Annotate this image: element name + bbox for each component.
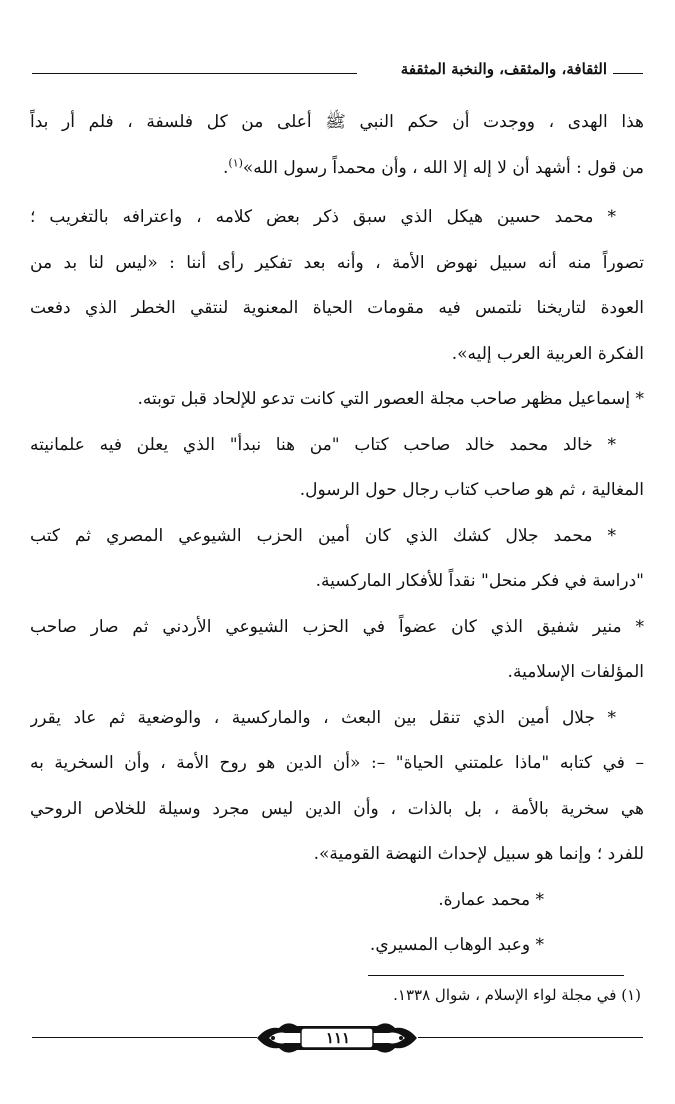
page-number: ١١١	[325, 1029, 351, 1047]
page-number-ornament	[32, 1020, 643, 1056]
footnote-rule	[368, 975, 624, 976]
text-line: * جلال أمين الذي تنقل بين البعث ، والماركسية ، والوضعية ثم عاد يقرر	[30, 707, 616, 728]
text-line-end: .	[222, 157, 229, 178]
text-line: * إسماعيل مظهر صاحب مجلة العصور التي كانت تدعو للإلحاد قبل توبته.	[137, 389, 644, 409]
header-rule-right	[613, 73, 643, 74]
text-line: – في كتابه "ماذا علمتني الحياة" –: «أن الدين هو روح الأمة ، وأن السخرية به	[30, 753, 644, 773]
header-rule-left	[32, 73, 357, 74]
footnote-reference: (١)	[228, 155, 243, 169]
text-line: العودة لتاريخنا نلتمس فيه مقومات الحياة المعنوية لنتقي الخطر الذي دفعت	[30, 298, 644, 318]
text-line-content: من قول : أشهد أن لا إله إلا الله ، وأن محمداً رسول الله»	[242, 157, 644, 178]
text-line: هذا الهدى ، ووجدت أن حكم النبي ﷺ أعلى من كل فلسفة ، فلم أر بداً	[30, 112, 644, 132]
text-line: المؤلفات الإسلامية.	[507, 662, 644, 682]
text-line: المغالية ، ثم هو صاحب كتاب رجال حول الرسول.	[299, 480, 644, 500]
text-line	[30, 146, 644, 192]
body-text	[30, 100, 644, 969]
footnote: (١) في مجلة لواء الإسلام ، شوال ١٣٣٨.	[393, 986, 641, 1004]
text-line: * محمد عمارة.	[438, 889, 544, 910]
text-line: "دراسة في فكر منحل" نقداً للأفكار الماركسية.	[315, 571, 644, 591]
text-line: للفرد ؛ وإنما هو سبيل لإحداث النهضة القومية».	[313, 844, 644, 864]
text-line: تصوراً منه أنه سبيل نهوض الأمة ، وأنه بعد تفكير رأى أننا : «ليس لنا بد من	[30, 252, 644, 273]
text-line: * وعبد الوهاب المسيري.	[369, 935, 544, 955]
text-line: هي سخرية بالأمة ، بل بالذات ، وأن الدين ليس مجرد وسيلة للخلاص الروحي	[30, 798, 644, 819]
text-line: الفكرة العربية العرب إليه».	[451, 343, 644, 364]
text-line: * خالد محمد خالد صاحب كتاب "من هنا نبدأ" الذي يعلن فيه علمانيته	[30, 434, 616, 455]
ornament-rule-left	[32, 1037, 257, 1038]
text-line: * محمد حسين هيكل الذي سبق ذكر بعض كلامه ، واعترافه بالتغريب ؛	[30, 207, 616, 227]
header-title: الثقافة، والمثقف، والنخبة المثقفة	[400, 60, 607, 78]
text-line: * منير شفيق الذي كان عضواً في الحزب الشيوعي الأردني ثم صار صاحب	[30, 616, 644, 637]
running-header	[32, 58, 643, 88]
ornament-rule-right	[418, 1037, 643, 1038]
text-line: * محمد جلال كشك الذي كان أمين الحزب الشيوعي المصري ثم كتب	[30, 525, 616, 546]
